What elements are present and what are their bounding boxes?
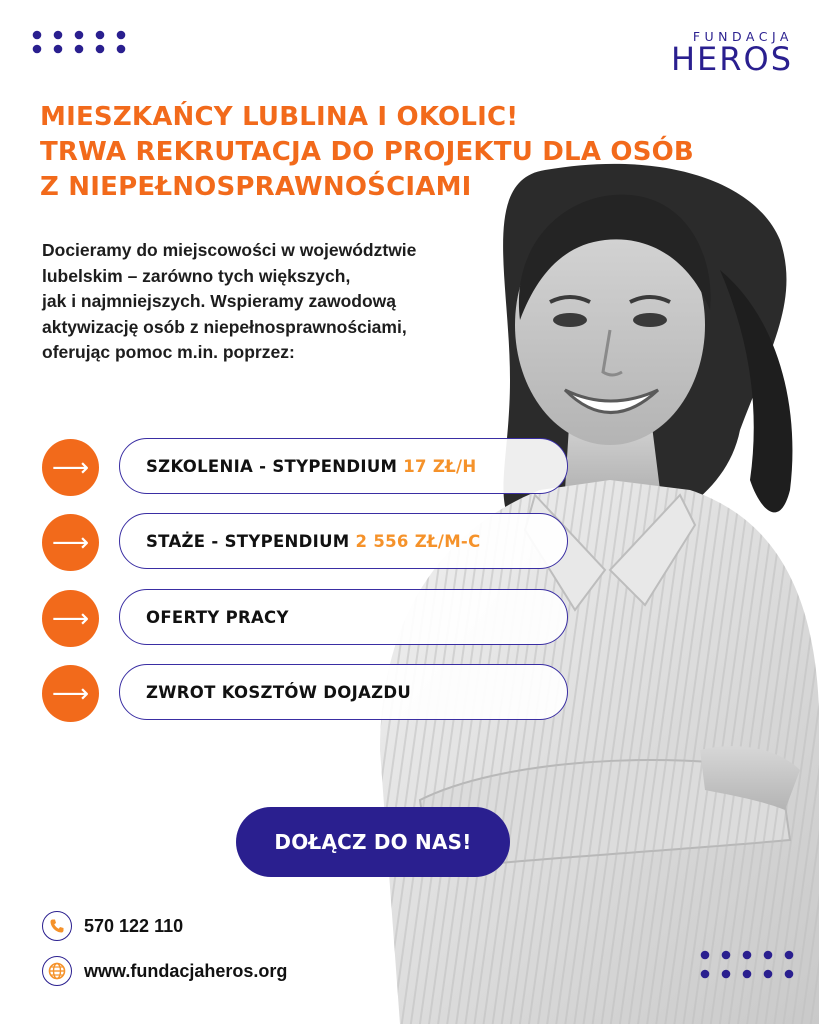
- intro-paragraph: [42, 238, 482, 366]
- arrow-right-icon: ⟶: [42, 439, 99, 496]
- dot-grid-bottom: [700, 950, 796, 988]
- intro-line-1: Docieramy do miejscowości w województwie: [42, 240, 417, 260]
- contact-website[interactable]: [42, 955, 287, 987]
- benefit-pill: [119, 589, 568, 645]
- benefit-item-training: [42, 438, 570, 496]
- fundacja-heros-logo: [670, 29, 793, 78]
- headline-line-1: MIESZKAŃCY LUBLINA I OKOLIC!: [40, 102, 519, 132]
- headline-line-3: Z NIEPEŁNOSPRAWNOŚCIAMI: [40, 172, 472, 202]
- headline-line-2: TRWA REKRUTACJA DO PROJEKTU DLA OSÓB: [40, 137, 694, 167]
- headline: [40, 100, 760, 205]
- benefit-label: ZWROT KOSZTÓW DOJAZDU: [146, 682, 412, 702]
- website-url: www.fundacjaheros.org: [84, 960, 288, 981]
- benefit-label: SZKOLENIA - STYPENDIUM: [146, 456, 398, 476]
- contact-phone[interactable]: [42, 910, 183, 942]
- intro-line-3: jak i najmniejszych. Wspieramy zawodową: [42, 291, 397, 311]
- logo-top-text: FUNDACJA: [692, 29, 793, 44]
- phone-number: 570 122 110: [84, 915, 184, 936]
- benefit-label: OFERTY PRACY: [146, 607, 289, 627]
- globe-icon: [42, 956, 72, 986]
- benefit-pill: [119, 438, 568, 494]
- intro-line-5: oferując pomoc m.in. poprzez:: [42, 342, 295, 362]
- benefit-accent: 2 556 ZŁ/M-C: [355, 531, 481, 551]
- intro-line-2: lubelskim – zarówno tych większych,: [42, 265, 351, 286]
- logo-main-text: HEROS: [670, 40, 793, 78]
- benefit-item-job-offers: [42, 589, 570, 647]
- benefit-pill: [119, 513, 568, 569]
- benefit-item-travel-refund: [42, 664, 570, 722]
- arrow-right-icon: ⟶: [42, 590, 99, 647]
- dot-grid-top: [32, 30, 128, 54]
- benefit-accent: 17 ZŁ/H: [403, 456, 477, 476]
- arrow-right-icon: ⟶: [42, 514, 99, 571]
- benefit-pill: [119, 664, 568, 720]
- benefit-label: STAŻE - STYPENDIUM: [146, 531, 350, 551]
- join-us-button[interactable]: DOŁĄCZ DO NAS!: [236, 807, 510, 877]
- arrow-right-icon: ⟶: [42, 665, 99, 722]
- phone-icon: [42, 911, 72, 941]
- intro-line-4: aktywizację osób z niepełnosprawnościami,: [42, 316, 407, 337]
- benefit-item-internship: [42, 513, 570, 571]
